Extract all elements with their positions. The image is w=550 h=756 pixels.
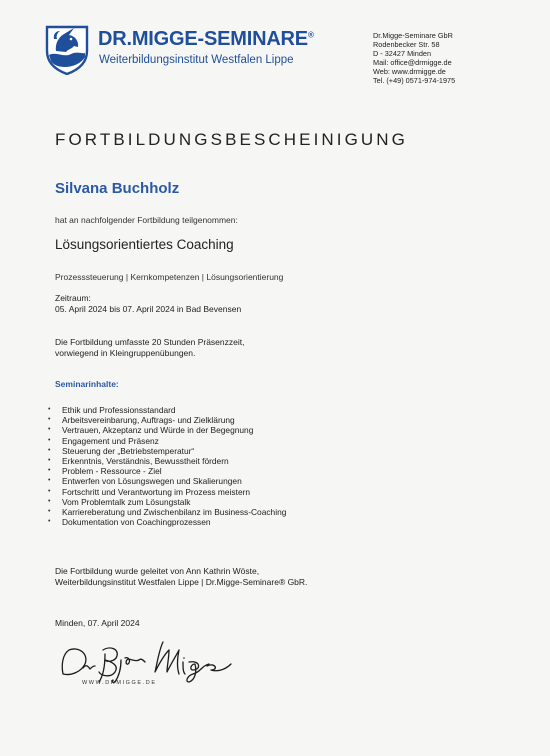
signature: [55, 636, 235, 684]
brand-tagline: Weiterbildungsinstitut Westfalen Lippe: [99, 54, 294, 66]
intro-text: hat an nachfolgender Fortbildung teilgenommen:: [55, 215, 238, 225]
document-title: FORTBILDUNGSBESCHEINIGUNG: [55, 130, 409, 149]
contact-phone: Tel. (+49) 0571-974-1975: [373, 76, 456, 85]
contact-company: Dr.Migge-Seminare GbR: [373, 31, 453, 40]
list-item: • Vertrauen, Akzeptanz und Würde in der Begegnung: [48, 425, 286, 435]
scope-block: [55, 337, 244, 359]
list-item: • Erkenntnis, Verständnis, Bewusstheit fördern: [48, 456, 286, 466]
contents-list: [48, 405, 286, 527]
contact-street: Rodenbecker Str. 58: [373, 40, 440, 49]
contents-heading: Seminarinhalte:: [55, 379, 119, 389]
period-label: Zeitraum:: [55, 293, 91, 303]
contact-city: D - 32427 Minden: [373, 49, 432, 58]
scope-line: vorwiegend in Kleingruppenübungen.: [55, 348, 196, 358]
list-item: • Vom Problemtalk zum Lösungstalk: [48, 497, 286, 507]
course-subtopics: Prozesssteuerung | Kernkompetenzen | Lösungsorientierung: [55, 272, 284, 282]
contact-block: [373, 31, 455, 85]
unicorn-shield-icon: [44, 25, 90, 75]
registered-mark: ®: [307, 30, 314, 40]
list-item: • Steuerung der „Betriebstemperatur“: [48, 446, 286, 456]
scope-line: Die Fortbildung umfasste 20 Stunden Präsenzzeit,: [55, 337, 245, 347]
brand-name: DR.MIGGE-SEMINARE®: [98, 28, 314, 50]
list-item: • Ethik und Professionsstandard: [48, 405, 286, 415]
contact-mail: Mail: office@drmigge.de: [373, 58, 452, 67]
list-item: • Karriereberatung und Zwischenbilanz im Business-Coaching: [48, 507, 286, 517]
list-item: • Engagement und Präsenz: [48, 436, 286, 446]
contact-web: Web: www.drmigge.de: [373, 67, 446, 76]
course-title: Lösungsorientiertes Coaching: [55, 237, 234, 252]
period-block: [55, 293, 241, 315]
list-item: • Fortschritt und Verantwortung im Prozess meistern: [48, 487, 286, 497]
lead-line: Weiterbildungsinstitut Westfalen Lippe | Dr.Migge-Seminare® GbR.: [55, 577, 308, 587]
place-date: Minden, 07. April 2024: [55, 618, 140, 628]
list-item: • Dokumentation von Coachingprozessen: [48, 517, 286, 527]
period-value: 05. April 2024 bis 07. April 2024 in Bad Bevensen: [55, 304, 242, 314]
lead-block: [55, 566, 307, 588]
list-item: • Arbeitsvereinbarung, Auftrags- und Zielklärung: [48, 415, 286, 425]
list-item: • Entwerfen von Lösungswegen und Skalierungen: [48, 476, 286, 486]
list-item: • Problem - Ressource - Ziel: [48, 466, 286, 476]
recipient-name: Silvana Buchholz: [55, 180, 180, 197]
signature-website: WWW.DRMIGGE.DE: [82, 680, 157, 686]
lead-line: Die Fortbildung wurde geleitet von Ann Kathrin Wöste,: [55, 566, 260, 576]
